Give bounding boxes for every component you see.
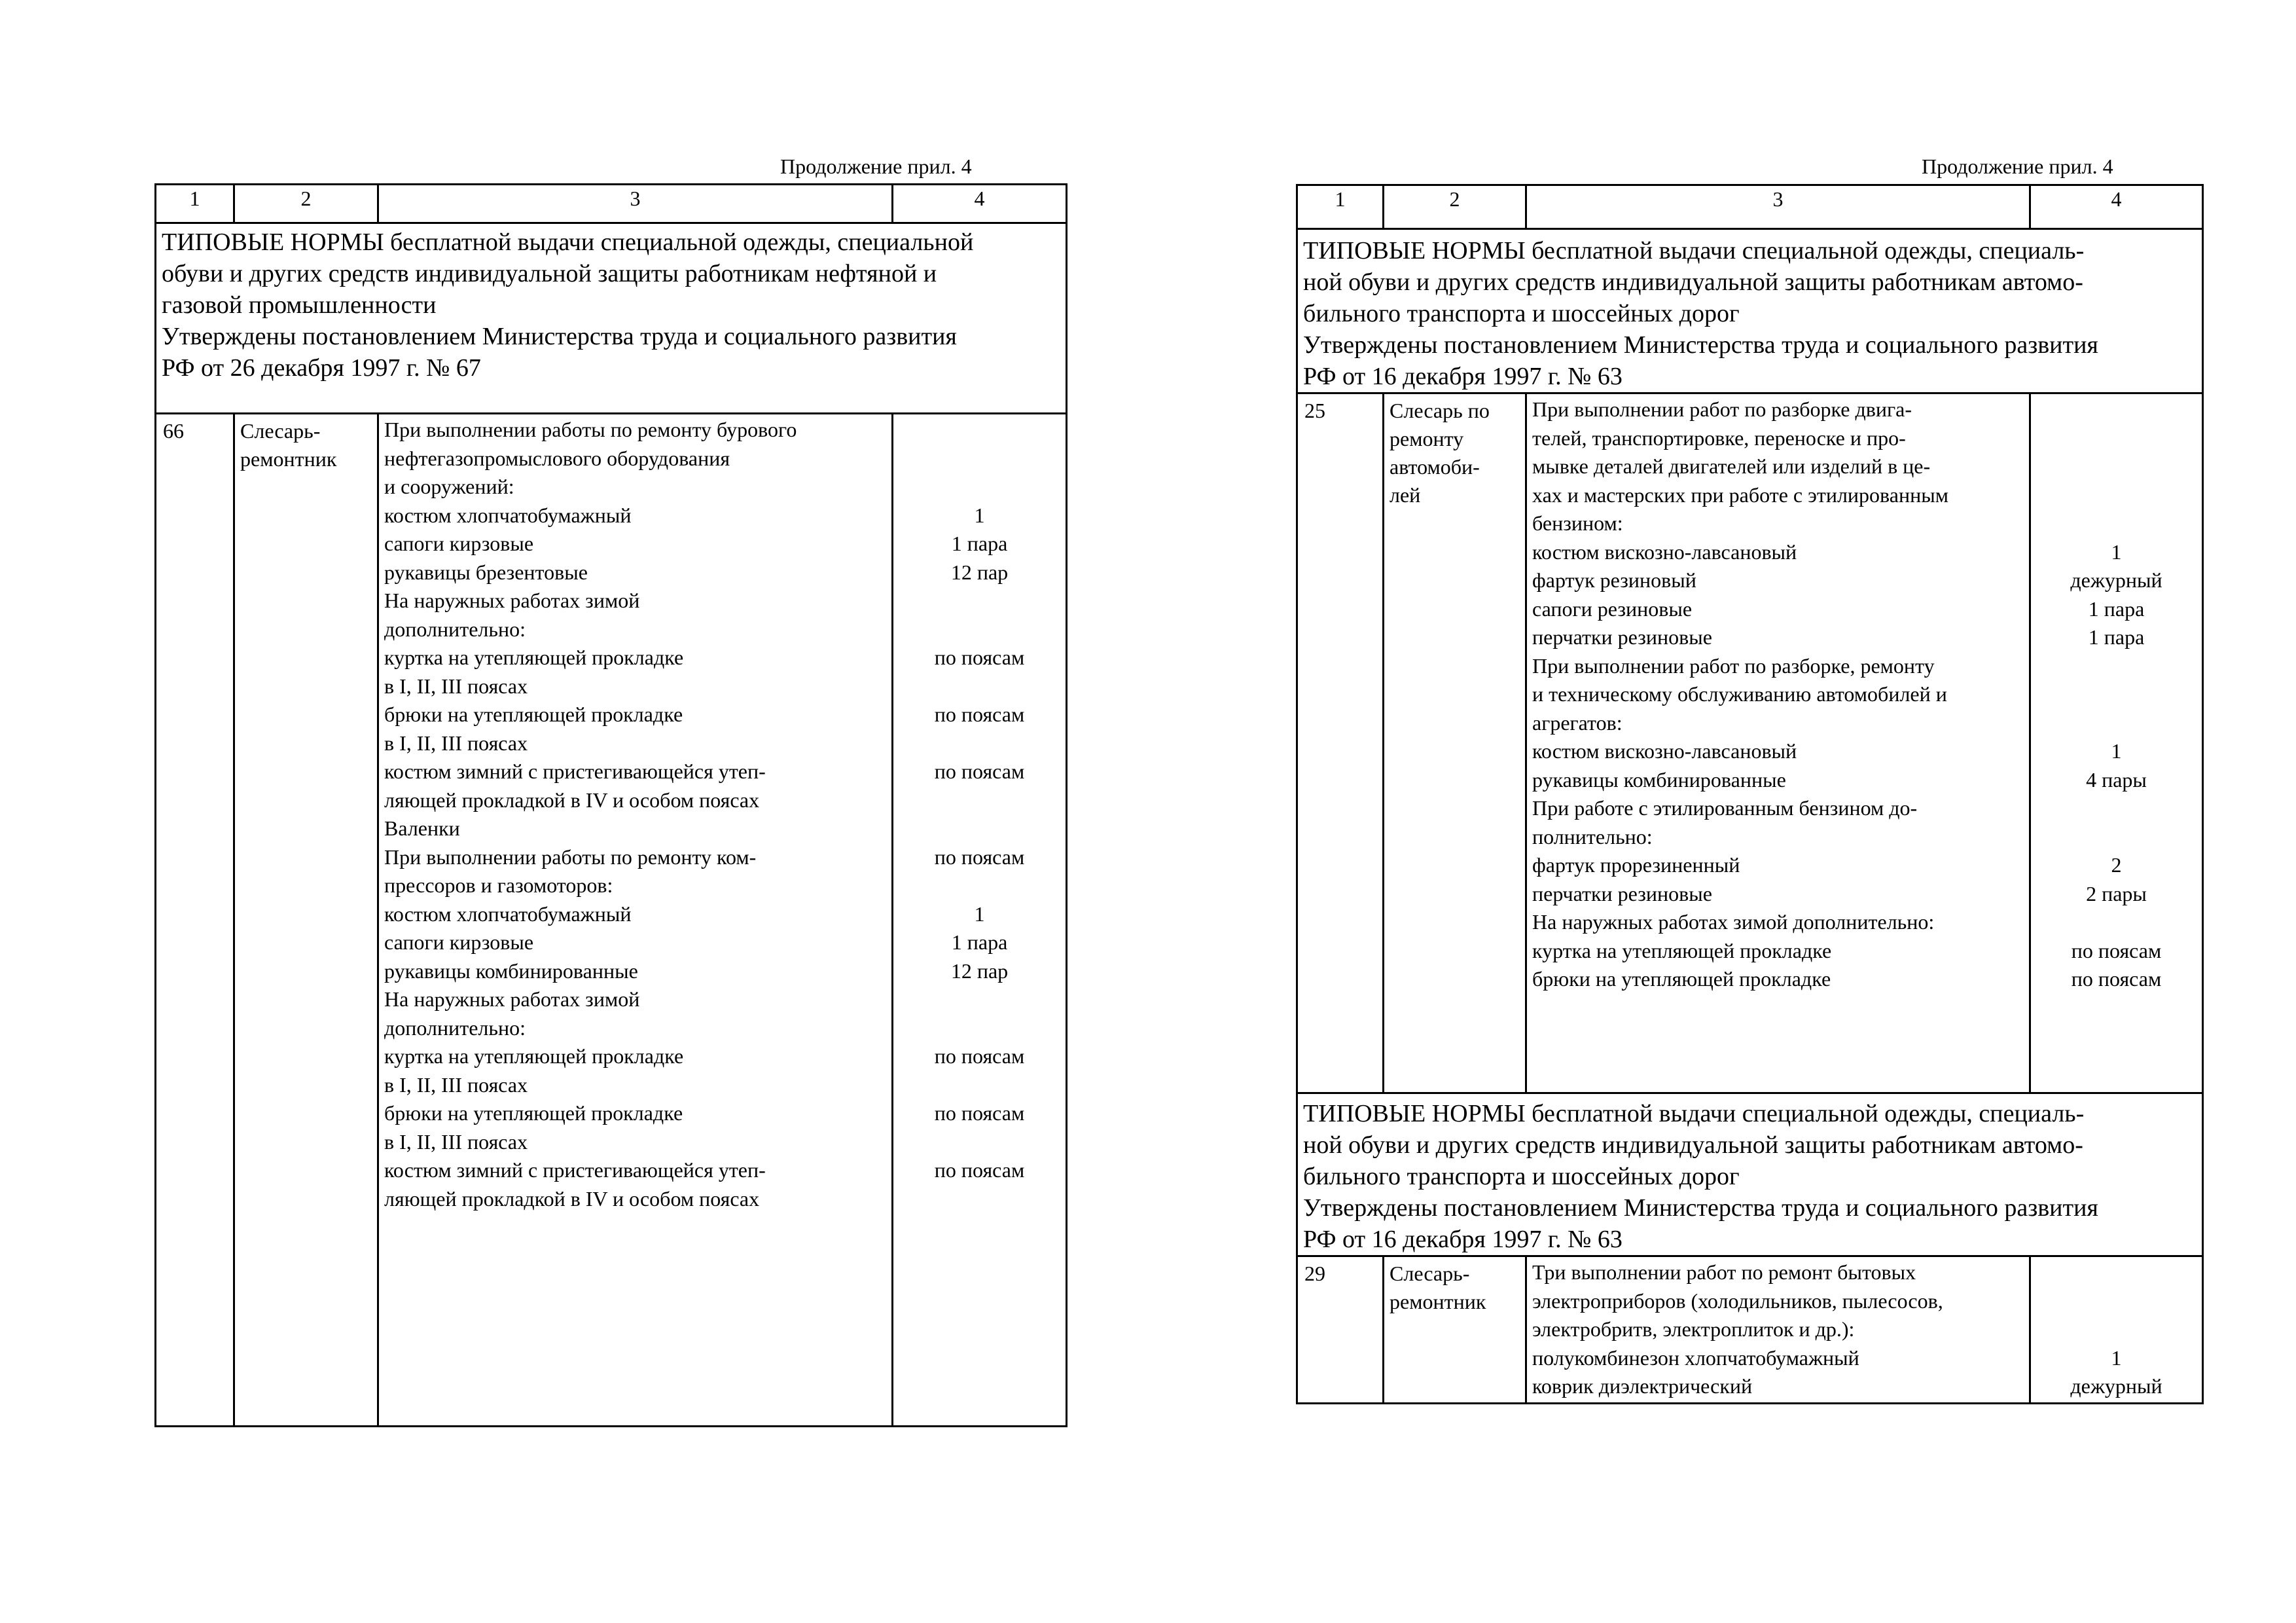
item-quantity	[896, 814, 1063, 843]
item-text: При выполнении работ по разборке двига-	[1532, 397, 1912, 421]
entry-quantity	[2030, 1256, 2203, 1404]
entry-number: 29	[1297, 1256, 1384, 1404]
header-col-1: 1	[156, 185, 234, 223]
item-quantity	[2034, 1258, 2199, 1287]
item-quantity: 1 пара	[2088, 596, 2145, 621]
item-quantity	[2034, 395, 2199, 424]
entry-row	[1297, 1256, 2203, 1404]
title-line: Утверждены постановлением Министерства труда и социального развития	[162, 323, 957, 350]
item-quantity	[2034, 1315, 2199, 1344]
right-page	[1148, 0, 2296, 1623]
item-quantity	[896, 729, 1063, 758]
header-col-2: 2	[1384, 185, 1526, 229]
item-text: При работе с этилированным бензином до-	[1532, 796, 1918, 820]
item-quantity	[2034, 424, 2199, 453]
title-line: бильного транспорта и шоссейных дорог	[1303, 1163, 1740, 1190]
item-quantity	[896, 445, 1063, 473]
item-text: мывке деталей двигателей или изделий в це-	[1532, 454, 1931, 478]
item-text: прессоров и газомоторов:	[384, 873, 613, 897]
profession-line: лей	[1390, 483, 1421, 507]
item-text: При выполнении работы по ремонту ком-	[384, 845, 757, 869]
entry-profession	[1384, 393, 1526, 1093]
header-col-1: 1	[1297, 185, 1384, 229]
item-text: При выполнении работ по разборке, ремонту	[1532, 653, 1935, 678]
item-text: перчатки резиновые	[1532, 881, 1712, 905]
item-text: агрегатов:	[1532, 710, 1623, 735]
item-text: На наружных работах зимой	[384, 987, 640, 1011]
title-line: РФ от 26 декабря 1997 г. № 67	[162, 354, 481, 382]
header-row	[1297, 185, 2203, 229]
item-text: куртка на утепляющей прокладке	[384, 1044, 684, 1068]
item-quantity	[896, 1185, 1063, 1214]
item-quantity: по поясам	[934, 1101, 1025, 1125]
item-quantity	[896, 985, 1063, 1014]
item-text: дополнительно:	[384, 1015, 526, 1040]
item-quantity	[2034, 680, 2199, 709]
profession-line: ремонтник	[240, 447, 337, 471]
item-text: костюм вискозно-лавсановый	[1532, 539, 1797, 564]
item-text: электробритв, электроплиток и др.):	[1532, 1317, 1855, 1341]
header-col-2: 2	[234, 185, 378, 223]
item-text: перчатки резиновые	[1532, 625, 1712, 649]
profession-line: Слесарь по	[1390, 399, 1490, 422]
item-text: куртка на утепляющей прокладке	[1532, 938, 1832, 962]
item-text: в I, II, III поясах	[384, 1072, 528, 1097]
entry-number: 25	[1297, 393, 1384, 1093]
item-text: сапоги кирзовые	[384, 930, 534, 954]
norms-table	[1296, 184, 2204, 1404]
item-text: рукавицы комбинированные	[1532, 767, 1786, 792]
item-text: сапоги кирзовые	[384, 532, 534, 555]
item-text: рукавицы брезентовые	[384, 560, 588, 584]
item-quantity: 1	[2111, 739, 2122, 763]
item-text: костюм хлопчатобумажный	[384, 902, 632, 926]
header-col-4: 4	[2030, 185, 2203, 229]
norms-title	[1297, 229, 2203, 393]
item-quantity	[896, 587, 1063, 615]
title-line: ТИПОВЫЕ НОРМЫ бесплатной выдачи специальной одежды, специальной	[162, 228, 974, 256]
item-text: полукомбинезон хлопчатобумажный	[1532, 1345, 1859, 1370]
item-quantity: по поясам	[934, 1158, 1025, 1182]
item-quantity: 1	[974, 503, 985, 527]
title-line: бильного транспорта и шоссейных дорог	[1303, 300, 1740, 327]
title-row	[1297, 229, 2203, 393]
item-text: На наружных работах зимой дополнительно:	[1532, 910, 1935, 934]
title-line: ной обуви и других средств индивидуальной защиты работникам автомо-	[1303, 1131, 2083, 1159]
item-text: бензином:	[1532, 511, 1623, 535]
header-col-3: 3	[1526, 185, 2030, 229]
item-quantity: 1 пара	[951, 930, 1008, 954]
item-quantity	[896, 871, 1063, 900]
item-text: в I, II, III поясах	[384, 674, 528, 698]
entry-profession	[1384, 1256, 1526, 1404]
title-line: ТИПОВЫЕ НОРМЫ бесплатной выдачи специальной одежды, специаль-	[1303, 237, 2085, 264]
title-line: газовой промышленности	[162, 291, 437, 319]
title-line: обуви и других средств индивидуальной защиты работникам нефтяной и	[162, 260, 937, 287]
item-quantity	[896, 1071, 1063, 1100]
item-text: полнительно:	[1532, 824, 1653, 848]
item-text: хах и мастерских при работе с этилированным	[1532, 483, 1948, 507]
item-quantity: 2	[2111, 853, 2122, 877]
item-text: и сооружений:	[384, 475, 514, 498]
item-text: рукавицы комбинированные	[384, 958, 638, 983]
profession-line: Слесарь-	[240, 419, 321, 443]
item-text: нефтегазопромыслового оборудования	[384, 446, 730, 470]
entry-quantity	[893, 414, 1067, 1427]
norms-title	[156, 223, 1067, 414]
item-text: и техническому обслуживанию автомобилей и	[1532, 682, 1947, 706]
profession-line: ремонтник	[1390, 1290, 1486, 1313]
title-line: РФ от 16 декабря 1997 г. № 63	[1303, 1226, 1623, 1253]
item-text: костюм зимний с пристегивающейся утеп-	[384, 1158, 766, 1182]
title-row	[1297, 1093, 2203, 1256]
item-text: в I, II, III поясах	[384, 1129, 528, 1154]
item-quantity	[896, 416, 1063, 445]
entry-description	[1526, 1256, 2030, 1404]
continuation-label: Продолжение прил. 4	[1922, 155, 2113, 178]
header-row	[156, 185, 1067, 223]
item-text: в I, II, III поясах	[384, 731, 528, 755]
item-text: фартук резиновый	[1532, 568, 1696, 592]
title-line: ной обуви и других средств индивидуальной защиты работникам автомо-	[1303, 268, 2083, 296]
item-text: Три выполнении работ по ремонт бытовых	[1532, 1260, 1916, 1284]
item-quantity	[2034, 652, 2199, 681]
title-line: РФ от 16 декабря 1997 г. № 63	[1303, 363, 1623, 390]
item-text: При выполнении работы по ремонту бурового	[384, 418, 797, 441]
title-line: Утверждены постановлением Министерства труда и социального развития	[1303, 1194, 2098, 1222]
item-quantity: 1	[2111, 1345, 2122, 1370]
entry-row	[156, 414, 1067, 1427]
norms-title	[1297, 1093, 2203, 1256]
continuation-label: Продолжение прил. 4	[780, 155, 972, 178]
item-quantity	[896, 1128, 1063, 1157]
item-quantity: 1 пара	[951, 532, 1008, 555]
item-text: дополнительно:	[384, 617, 526, 641]
item-quantity	[2034, 823, 2199, 852]
item-quantity	[896, 615, 1063, 644]
item-quantity: по поясам	[934, 702, 1025, 726]
item-quantity: дежурный	[2070, 1374, 2162, 1398]
item-text: костюм зимний с пристегивающейся утеп-	[384, 759, 766, 783]
entry-profession	[234, 414, 378, 1427]
entry-number: 66	[156, 414, 234, 1427]
item-text: ляющей прокладкой в IV и особом поясах	[384, 1186, 760, 1211]
title-row	[156, 223, 1067, 414]
item-quantity: 1	[2111, 539, 2122, 564]
item-quantity	[2034, 709, 2199, 738]
item-quantity	[2034, 908, 2199, 937]
item-text: костюм вискозно-лавсановый	[1532, 739, 1797, 763]
header-col-4: 4	[893, 185, 1067, 223]
item-text: ляющей прокладкой в IV и особом поясах	[384, 788, 760, 812]
item-text: электроприборов (холодильников, пылесосов,	[1532, 1288, 1943, 1313]
entry-description	[378, 414, 893, 1427]
item-quantity	[896, 1014, 1063, 1043]
item-quantity: 2 пары	[2086, 881, 2147, 905]
entry-row	[1297, 393, 2203, 1093]
item-quantity	[2034, 794, 2199, 823]
item-quantity: по поясам	[934, 646, 1025, 669]
item-quantity	[2034, 452, 2199, 481]
item-quantity	[2034, 509, 2199, 538]
item-text: телей, транспортировке, переноске и про-	[1532, 426, 1906, 450]
item-quantity: по поясам	[2071, 938, 2162, 962]
item-quantity: 12 пар	[950, 958, 1009, 983]
item-quantity: 1 пара	[2088, 625, 2145, 649]
profession-line: автомоби-	[1390, 455, 1480, 479]
item-text: костюм хлопчатобумажный	[384, 503, 632, 527]
item-text: куртка на утепляющей прокладке	[384, 646, 684, 669]
item-quantity	[896, 473, 1063, 501]
item-quantity: 12 пар	[950, 560, 1009, 584]
item-text: коврик диэлектрический	[1532, 1374, 1753, 1398]
item-text: брюки на утепляющей прокладке	[384, 702, 683, 726]
profession-line: ремонту	[1390, 427, 1464, 450]
profession-line: Слесарь-	[1390, 1262, 1470, 1285]
item-quantity	[2034, 481, 2199, 510]
title-line: Утверждены постановлением Министерства труда и социального развития	[1303, 331, 2098, 359]
item-quantity	[2034, 1287, 2199, 1316]
item-quantity: дежурный	[2070, 568, 2162, 592]
item-text: брюки на утепляющей прокладке	[1532, 967, 1831, 991]
item-quantity: по поясам	[934, 759, 1025, 783]
item-text: На наружных работах зимой	[384, 589, 640, 612]
item-quantity: по поясам	[2071, 967, 2162, 991]
item-quantity: 4 пары	[2086, 767, 2147, 792]
item-quantity: по поясам	[934, 845, 1025, 869]
item-text: сапоги резиновые	[1532, 596, 1693, 621]
item-quantity: по поясам	[934, 1044, 1025, 1068]
item-text: брюки на утепляющей прокладке	[384, 1101, 683, 1125]
norms-table	[154, 183, 1067, 1427]
item-text: Валенки	[384, 816, 460, 840]
title-line: ТИПОВЫЕ НОРМЫ бесплатной выдачи специальной одежды, специаль-	[1303, 1100, 2085, 1127]
item-text: фартук прорезиненный	[1532, 853, 1740, 877]
item-quantity: 1	[974, 902, 985, 926]
entry-description	[1526, 393, 2030, 1093]
item-quantity	[896, 786, 1063, 815]
header-col-3: 3	[378, 185, 893, 223]
item-quantity	[896, 672, 1063, 701]
entry-quantity	[2030, 393, 2203, 1093]
